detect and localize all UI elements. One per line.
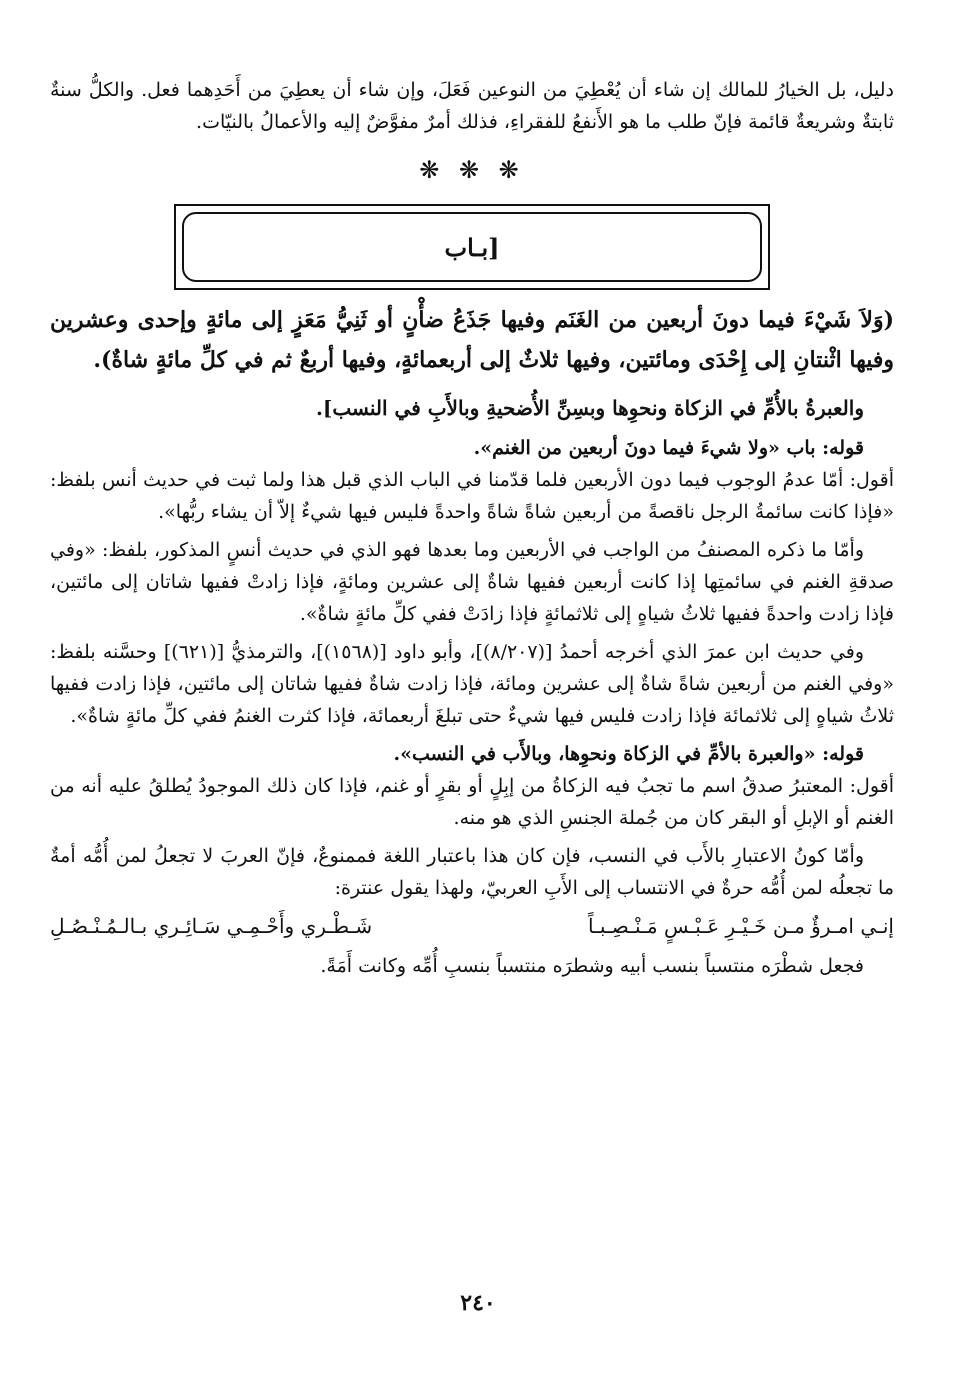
answer-paragraph-1: أقول: أمّا عدمُ الوجوب فيما دون الأربعين فلما قدّمنا في الباب الذي قبل هذا ولما ثبت في حديث أنس بلفظ: «فإذا كانت سائمةُ الرجل ناقصةً من أربعين شاةً شاةً واحدةً فليس فيها شيءٌ إلاّ أن يشاء ربُّها».	[50, 469, 894, 523]
page-content	[50, 74, 894, 982]
poem-hemistich-2: شَـطْـري وأَحْـمِـي سَـائِـري بـالـمُـنْـصُـلِ	[50, 914, 373, 938]
opening-paragraph: دليل، بل الخيارُ للمالك إن شاء أن يُعْطِيَ من النوعين فَعَلَ، وإن شاء أن يعطِيَ من أَحَدِهما فعل. والكلُّ سنةٌ ثابتةٌ وشريعةٌ قائمة فإنّ طلب ما هو الأَنفعُ للفقراءِ، فذلك أمرٌ مفوَّضٌ إليه والأعمالُ بالنيّات.	[50, 79, 894, 133]
quote-heading-2: قوله: «والعبرة بالأمِّ في الزكاة ونحوِها، وبالأَب في النسب».	[393, 743, 864, 765]
quote-heading-1: قوله: باب «ولا شيءَ فيما دونَ أربعين من الغنم».	[473, 437, 864, 459]
commentary-paragraph-5: وأمّا كونُ الاعتبارِ بالأَب في النسب، فإن كان هذا باعتبار اللغة فممنوعٌ، فإنّ العربَ لا تجعلُ لمن أُمُّه أمةٌ ما تجعلُه لمن أُمُّه حرةٌ في الانتساب إلى الأَبِ العربيّ، ولهذا يقول عنترة:	[50, 845, 894, 899]
poem-verse	[50, 908, 894, 944]
chapter-heading-inner-frame	[182, 212, 762, 282]
chapter-title: [بـاب	[444, 232, 500, 262]
section-separator: ❋ ❋ ❋	[419, 156, 525, 184]
commentary-paragraph-3: وأمّا ما ذكره المصنفُ من الواجب في الأربعين وما بعدها فهو الذي في حديث أنسٍ المذكور، بلفظ: «وفي صدقةِ الغنم في سائمتِها إذا كانت أربعين ففيها شاةٌ إلى عشرين ومائةٍ، فإذا زادتْ ففيها شاتان إلى مائتين، فإذا زادت واحدةً ففيها ثلاثُ شياهٍ إلى ثلاثمائةٍ فإذا زادَتْ ففي كلِّ مائةٍ شاةٌ».	[50, 539, 894, 625]
answer-paragraph-2: أقول: المعتبرُ صدقُ اسم ما تجبُ فيه الزكاةُ من إبِلٍ أو بقرٍ أو غنم، فإذا كان ذلك الموجودُ يُطلقُ عليه أنه من الغنم أو الإبلِ أو البقر كان من جُملة الجنسِ الذي هو منه.	[50, 775, 894, 829]
page-number: ٢٤٠	[460, 1290, 496, 1316]
poem-hemistich-1: إنـي امـرؤٌ مـن خَـيْـرِ عَـبْـسٍ مَـنْـصِـبـاً	[587, 914, 894, 938]
commentary-paragraph-6: فجعل شطْرَه منتسباً بنسب أبيه وشطرَه منتسباً بنسبِ أُمِّه وكانت أَمَةً.	[320, 955, 864, 977]
chapter-heading-frame	[174, 204, 770, 290]
matn-paragraph-2: والعبرةُ بالأُمِّ في الزكاة ونحوِها وبسِنِّ الأُضحيةِ وبالأَبِ في النسب].	[315, 396, 864, 420]
commentary-paragraph-4: وفي حديث ابن عمرَ الذي أخرجه أحمدُ [(٨/٢٠٧)]، وأبو داود [(١٥٦٨)]، والترمذيُّ [(٦٢١)] وحسَّنه بلفظ: «وفي الغنم من أربعين شاةً شاةٌ إلى عشرين ومائة، فإذا زادت شاةٌ ففيها شاتان إلى مائتين، فإذا زادت ففيها ثلاثُ شياهٍ إلى ثلاثمائة فإذا زادت فليس فيها شيءٌ حتى تبلغَ أربعمائة، فإذا كثرت الغنمُ ففي كلِّ مائةٍ شاةٌ».	[50, 641, 894, 727]
matn-paragraph-1: (وَلاَ شَيْءَ فيما دونَ أربعين من الغَنَم وفيها جَذَعُ ضأْنٍ أو ثَنِيُّ مَعَزٍ إلى مائةٍ وإحدى وعشرين وفيها اثْنتانِ إلى إِحْدَى ومائتين، وفيها ثلاثٌ إلى أربعمائةٍ، وفيها أربعٌ ثم في كلِّ مائةٍ شاةٌ).	[50, 307, 894, 373]
